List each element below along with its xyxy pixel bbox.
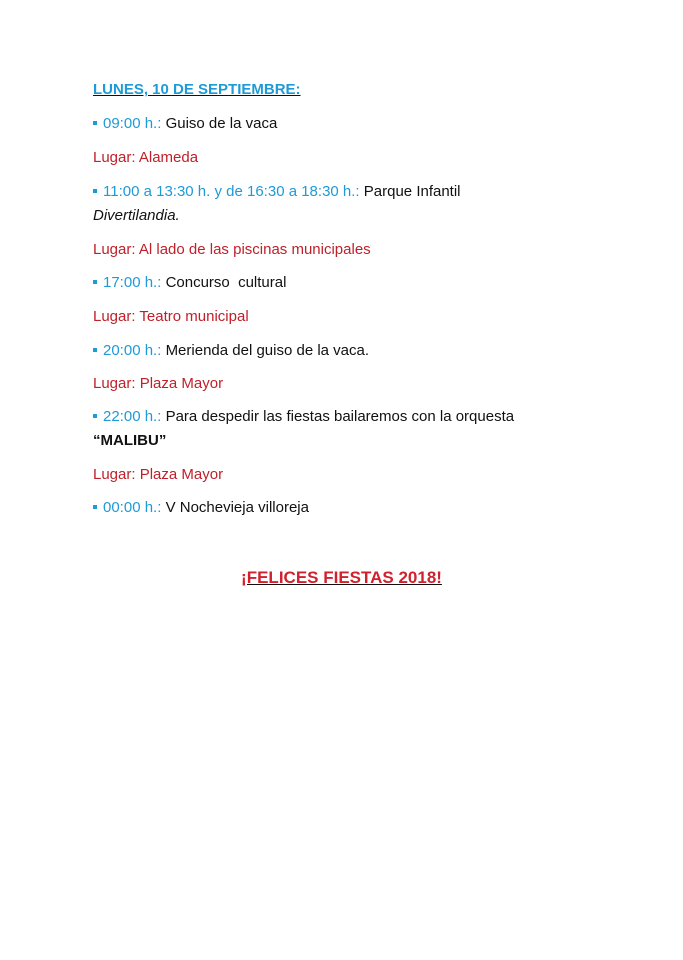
closing-text: ¡FELICES FIESTAS 2018! [241, 568, 442, 587]
event-description: Merienda del guiso de la vaca. [165, 342, 370, 359]
event-description-continued: “MALIBU” [93, 432, 167, 449]
event-place: Lugar: Al lado de las piscinas municipales [93, 241, 371, 258]
event-place: Lugar: Plaza Mayor [93, 466, 224, 483]
event-description: Concurso cultural [165, 274, 287, 291]
event-place: Lugar: Alameda [93, 149, 199, 166]
event-time: 20:00 h.: [103, 342, 162, 359]
bullet-icon [93, 414, 97, 418]
event-time: 11:00 a 13:30 h. y de 16:30 a 18:30 h.: [103, 183, 360, 200]
bullet-icon [93, 280, 97, 284]
event-1 [93, 114, 277, 134]
event-3-place [93, 307, 249, 327]
event-time: 00:00 h.: [103, 499, 162, 516]
closing-greeting [0, 567, 683, 589]
bullet-icon [93, 189, 97, 193]
event-description: Para despedir las fiestas bailaremos con la orquesta [165, 408, 515, 425]
event-3 [93, 273, 286, 293]
event-time: 22:00 h.: [103, 408, 162, 425]
day-heading [93, 80, 301, 100]
bullet-icon [93, 505, 97, 509]
event-description: V Nochevieja villoreja [165, 499, 309, 516]
event-4 [93, 341, 369, 361]
event-5 [93, 407, 514, 427]
event-description: Guiso de la vaca [165, 115, 278, 132]
event-time: 09:00 h.: [103, 115, 162, 132]
event-2 [93, 182, 461, 202]
event-description: Parque Infantil [363, 183, 461, 200]
event-5-description-cont [93, 431, 166, 451]
event-place: Lugar: Plaza Mayor [93, 375, 224, 392]
event-1-place [93, 148, 198, 168]
event-time: 17:00 h.: [103, 274, 162, 291]
event-2-place [93, 240, 371, 260]
event-place: Lugar: Teatro municipal [93, 308, 249, 325]
event-5-place [93, 465, 223, 485]
bullet-icon [93, 348, 97, 352]
event-4-place [93, 374, 223, 394]
day-heading-text: LUNES, 10 DE SEPTIEMBRE: [93, 81, 301, 98]
event-2-description-cont [93, 206, 180, 226]
event-6 [93, 498, 309, 518]
event-description-continued: Divertilandia. [93, 207, 180, 224]
bullet-icon [93, 121, 97, 125]
